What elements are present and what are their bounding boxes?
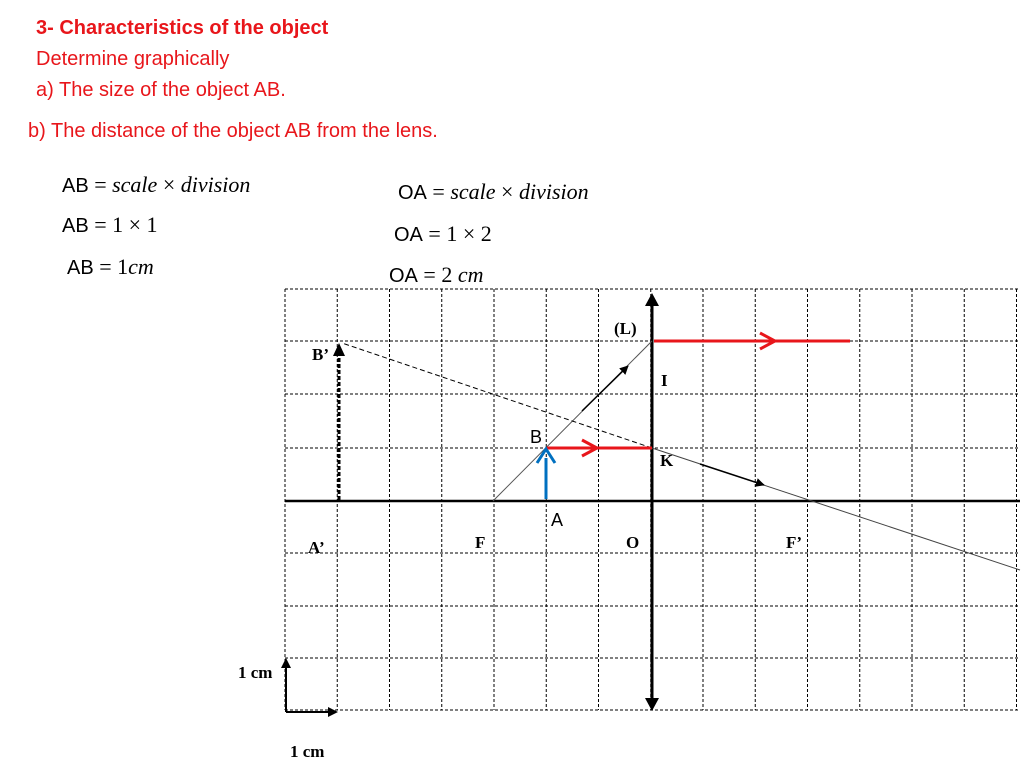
label-f: F [475, 533, 486, 552]
equation-division: division [180, 172, 251, 197]
label-scale-vertical: 1 cm [238, 663, 273, 682]
equation-scale: scale [450, 179, 496, 204]
equation-division: division [518, 179, 589, 204]
equation-times: × [157, 172, 181, 197]
label-k: K [660, 451, 674, 470]
instruction-text: Determine graphically [36, 48, 230, 70]
virtual-ray-dashed [342, 343, 652, 448]
equation-lhs: OA [389, 265, 418, 287]
equation-lhs: AB [67, 257, 94, 279]
equation-lhs: OA [398, 182, 427, 204]
virtual-image-arrow [333, 343, 345, 500]
equation-lhs: AB [62, 215, 89, 237]
question-a: a) The size of the object AB. [36, 79, 286, 101]
ray-arrow-segment [582, 366, 628, 411]
equation-rhs: = 2 [417, 262, 458, 287]
question-b: b) The distance of the object AB from the lens. [28, 120, 438, 142]
label-f-prime: F’ [786, 533, 803, 552]
ray-arrow-segment [700, 464, 764, 485]
equation-equals: = [426, 179, 451, 204]
label-a-prime: A’ [308, 538, 325, 557]
label-lens: (L) [614, 319, 637, 338]
equation-equals: = [88, 172, 113, 197]
equation-unit: cm [457, 262, 484, 287]
equation-rhs: = 1 [93, 254, 129, 279]
equation-scale: scale [112, 172, 158, 197]
label-a: A [551, 510, 564, 530]
label-b-prime: B’ [312, 345, 329, 364]
section-heading: 3- Characteristics of the object [36, 17, 329, 39]
label-o: O [626, 533, 640, 552]
label-b: B [530, 427, 543, 447]
label-i: I [661, 371, 668, 390]
scale-reference [281, 658, 338, 717]
equation-times: × [495, 179, 519, 204]
equation-rhs: = 1 × 2 [422, 221, 492, 246]
red-ray-top [654, 333, 850, 349]
equation-unit: cm [128, 254, 154, 279]
label-scale-horizontal: 1 cm [290, 742, 325, 761]
equation-lhs: AB [62, 175, 89, 197]
equation-lhs: OA [394, 224, 423, 246]
equation-rhs: = 1 × 1 [88, 212, 158, 237]
